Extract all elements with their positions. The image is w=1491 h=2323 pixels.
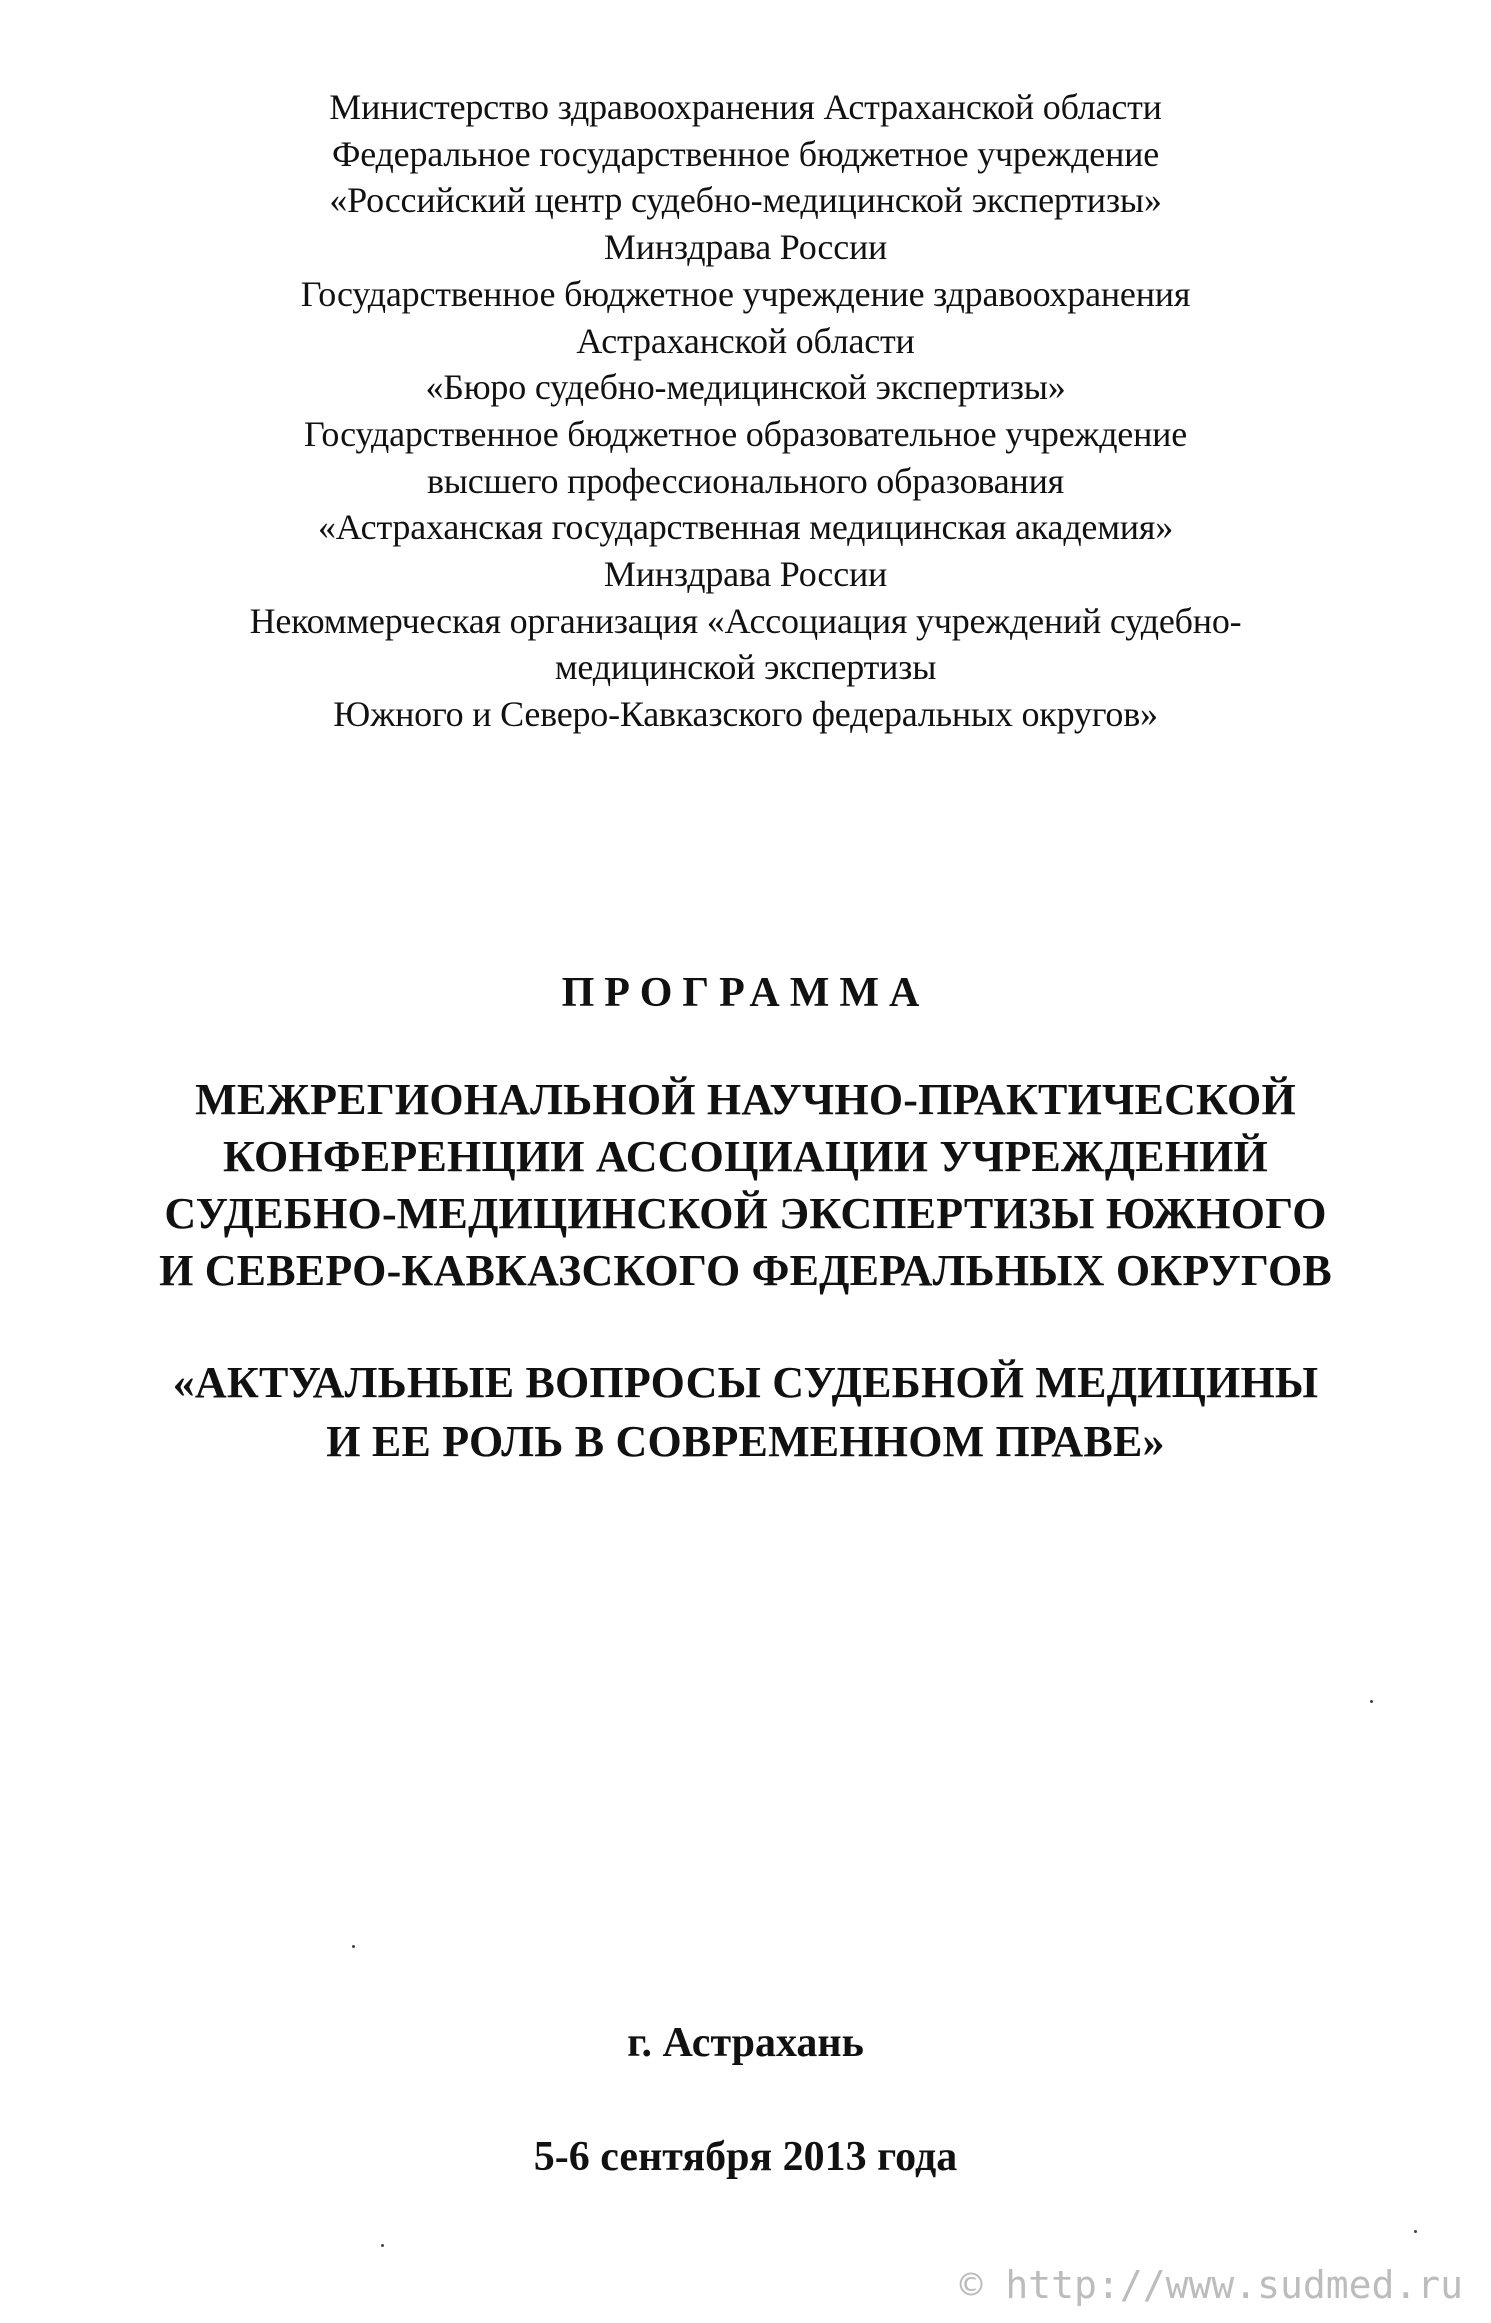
header-line: Южного и Северо-Кавказского федеральных округов»: [333, 694, 1158, 735]
header-line: Минздрава России: [603, 554, 888, 595]
header-line: Федеральное государственное бюджетное учреждение: [332, 133, 1159, 174]
header-line: «Астраханская государственная медицинская академия»: [317, 507, 1174, 548]
header-line: медицинской экспертизы: [554, 647, 937, 688]
header-line: Государственное бюджетное учреждение здравоохранения: [300, 273, 1191, 314]
conference-title-line: И СЕВЕРО-КАВКАЗСКОГО ФЕДЕРАЛЬНЫХ ОКРУГОВ: [159, 1246, 1332, 1295]
city-label: г. Астрахань: [627, 2020, 864, 2066]
header-line: Астраханской области: [576, 320, 915, 361]
program-heading: ПРОГРАММА: [561, 970, 930, 1016]
header-line: «Российский центр судебно-медицинской экспертизы»: [329, 180, 1162, 221]
scan-speck: [1370, 1700, 1373, 1703]
scan-speck: [352, 1945, 355, 1948]
subtitle-line: И ЕЕ РОЛЬ В СОВРЕМЕННОМ ПРАВЕ»: [326, 1417, 1165, 1466]
watermark-text: © http://www.sudmed.ru: [959, 2263, 1463, 2307]
subtitle-line: «АКТУАЛЬНЫЕ ВОПРОСЫ СУДЕБНОЙ МЕДИЦИНЫ: [172, 1358, 1319, 1407]
scan-speck: [1414, 2230, 1417, 2233]
organizers-header: [0, 84, 1491, 738]
conference-subtitle: [0, 1353, 1491, 1471]
conference-title-line: КОНФЕРЕНЦИИ АССОЦИАЦИИ УЧРЕЖДЕНИЙ: [223, 1132, 1268, 1181]
conference-title: [0, 1071, 1491, 1299]
header-line: Государственное бюджетное образовательное учреждение: [303, 413, 1187, 454]
dates-label: 5-6 сентября 2013 года: [533, 2134, 958, 2180]
conference-title-line: СУДЕБНО-МЕДИЦИНСКОЙ ЭКСПЕРТИЗЫ ЮЖНОГО: [164, 1189, 1327, 1238]
header-line: Некоммерческая организация «Ассоциация учреждений судебно-: [249, 600, 1242, 641]
header-line: Минздрава России: [603, 227, 888, 268]
header-line: «Бюро судебно-медицинской экспертизы»: [425, 367, 1066, 408]
header-line: высшего профессионального образования: [427, 460, 1064, 501]
conference-title-line: МЕЖРЕГИОНАЛЬНОЙ НАУЧНО-ПРАКТИЧЕСКОЙ: [195, 1075, 1296, 1124]
scan-speck: [381, 2244, 384, 2247]
header-line: Министерство здравоохранения Астраханской области: [329, 87, 1162, 127]
